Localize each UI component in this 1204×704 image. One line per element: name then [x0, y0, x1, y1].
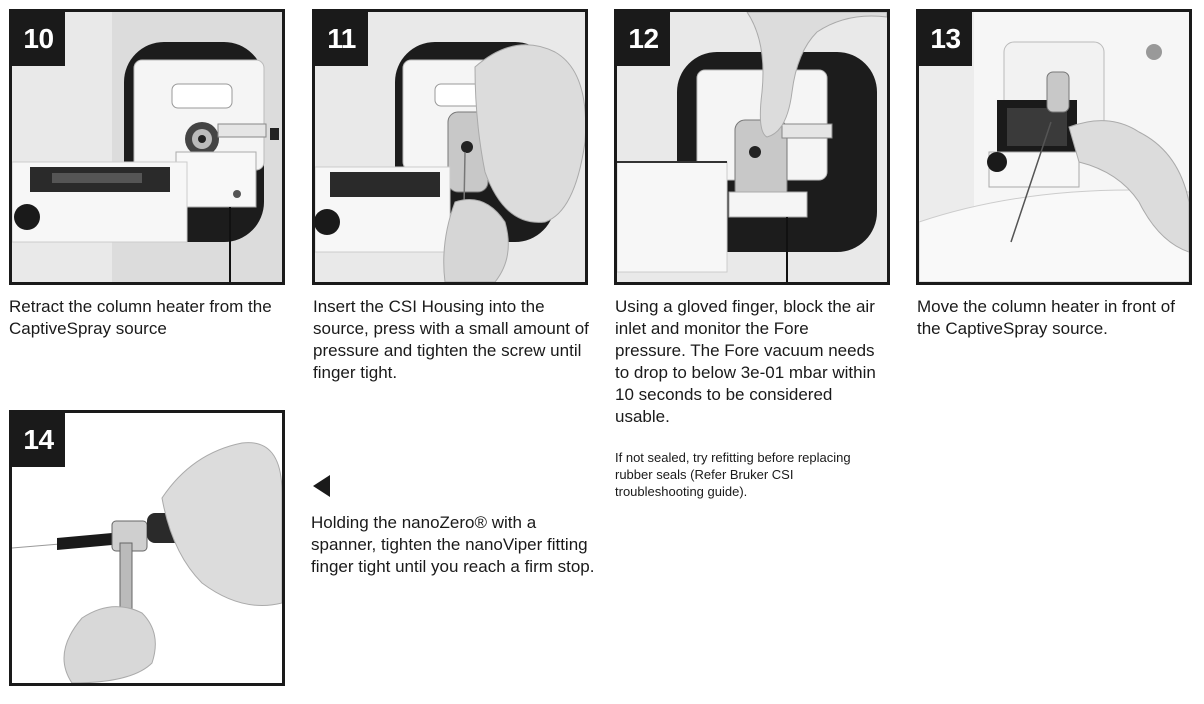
step-10-caption: Retract the column heater from the CaptiveSpray source [9, 297, 272, 338]
step-number-badge: 12 [617, 12, 670, 66]
step-10-image [9, 9, 285, 285]
step-11-image [312, 9, 588, 285]
step-number-badge: 11 [315, 12, 368, 66]
step-11-caption: Insert the CSI Housing into the source, press with a small amount of pressure and tighten the screw until finger tight. [313, 297, 589, 382]
step-14-caption: Holding the nanoZero® with a spanner, tighten the nanoViper fitting finger tight until you reach a firm stop. [311, 513, 595, 576]
step-13-image [916, 9, 1192, 285]
step-12-caption: Using a gloved finger, block the air inlet and monitor the Fore pressure. The Fore vacuum needs to drop to below 3e-01 mbar within 10 seconds to be considered usable. [615, 297, 876, 426]
step-14-image [9, 410, 285, 686]
step-number-badge: 10 [12, 12, 65, 66]
step-number-badge: 14 [12, 413, 65, 467]
left-arrow-icon [313, 475, 330, 497]
step-13-caption: Move the column heater in front of the CaptiveSpray source. [917, 297, 1175, 338]
step-number-badge: 13 [919, 12, 972, 66]
step-12-note: If not sealed, try refitting before replacing rubber seals (Refer Bruker CSI troubleshooting guide). [615, 450, 851, 499]
step-12-image [614, 9, 890, 285]
